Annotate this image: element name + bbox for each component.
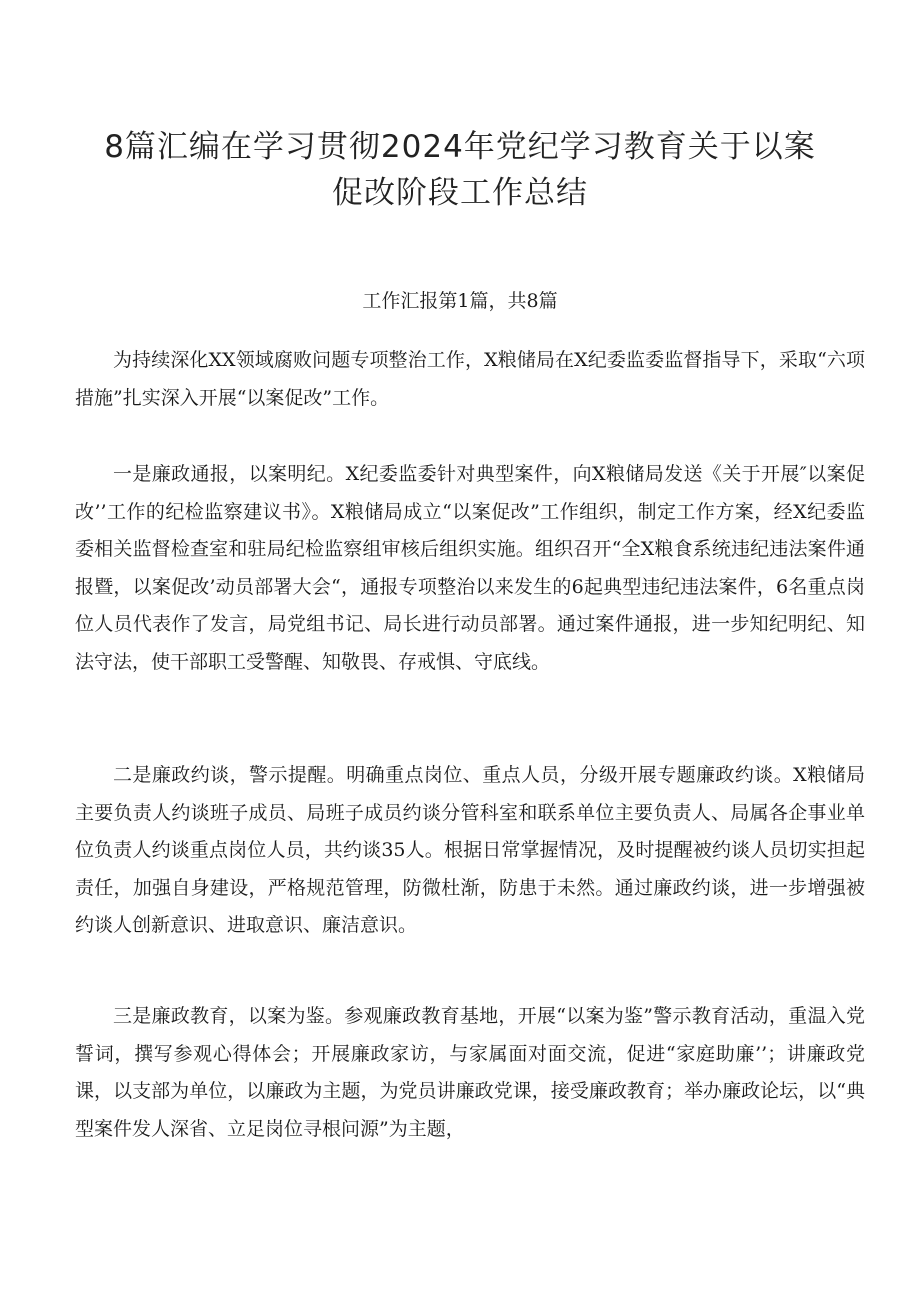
paragraph-measure-2: 二是廉政约谈，警示提醒。明确重点岗位、重点人员，分级开展专题廉政约谈。X粮储局主要负责人约谈班子成员、局班子成员约谈分管科室和联系单位主要负责人、局属各企事业单位负责人约谈重点岗位人员，共约谈35人。根据日常掌握情况，及时提醒被约谈人员切实担起责任，加强自身建设，严格规范管理，防微杜渐，防患于未然。通过廉政约谈，进一步增强被约谈人创新意识、进取意识、廉洁意识。 xyxy=(75,764,865,936)
paragraph-intro: 为持续深化XX领域腐败问题专项整治工作，X粮储局在X纪委监委监督指导下，采取“六项措施”扎实深入开展“以案促改”工作。 xyxy=(75,349,865,409)
document-title-line-2: 促改阶段工作总结 xyxy=(332,175,588,211)
paragraph-measure-1: 一是廉政通报，以案明纪。X纪委监委针对典型案件，向X粮储局发送《关于开展″以案促改’’工作的纪检监察建议书》。X粮储局成立“以案促改”工作组织，制定工作方案，经X纪委监委相关监督检查室和驻局纪检监察组审核后组织实施。组织召开“全X粮食系统违纪违法案件通报暨，以案促改’动员部署大会“，通报专项整治以来发生的6起典型违纪违法案件，6名重点岗位人员代表作了发言，局党组书记、局长进行动员部署。通过案件通报，进一步知纪明纪、知法守法，使干部职工受警醒、知敬畏、存戒惧、守底线。 xyxy=(75,463,865,673)
paragraph-4-block xyxy=(75,998,865,1148)
paragraph-1-block xyxy=(75,342,865,417)
document-subtitle: 工作汇报第1篇，共8篇 xyxy=(362,290,558,312)
document-title-line-1: 8篇汇编在学习贯彻2024年党纪学习教育关于以案 xyxy=(104,129,816,165)
paragraph-2-block xyxy=(75,456,865,681)
paragraph-3-block xyxy=(75,757,865,945)
paragraph-measure-3: 三是廉政教育，以案为鉴。参观廉政教育基地，开展“以案为鉴”警示教育活动，重温入党誓词，撰写参观心得体会；开展廉政家访，与家属面对面交流，促进“家庭助廉’’；讲廉政党课，以支部为单位，以廉政为主题，为党员讲廉政党课，接受廉政教育；举办廉政论坛，以“典型案件发人深省、立足岗位寻根问源”为主题， xyxy=(75,1005,865,1140)
